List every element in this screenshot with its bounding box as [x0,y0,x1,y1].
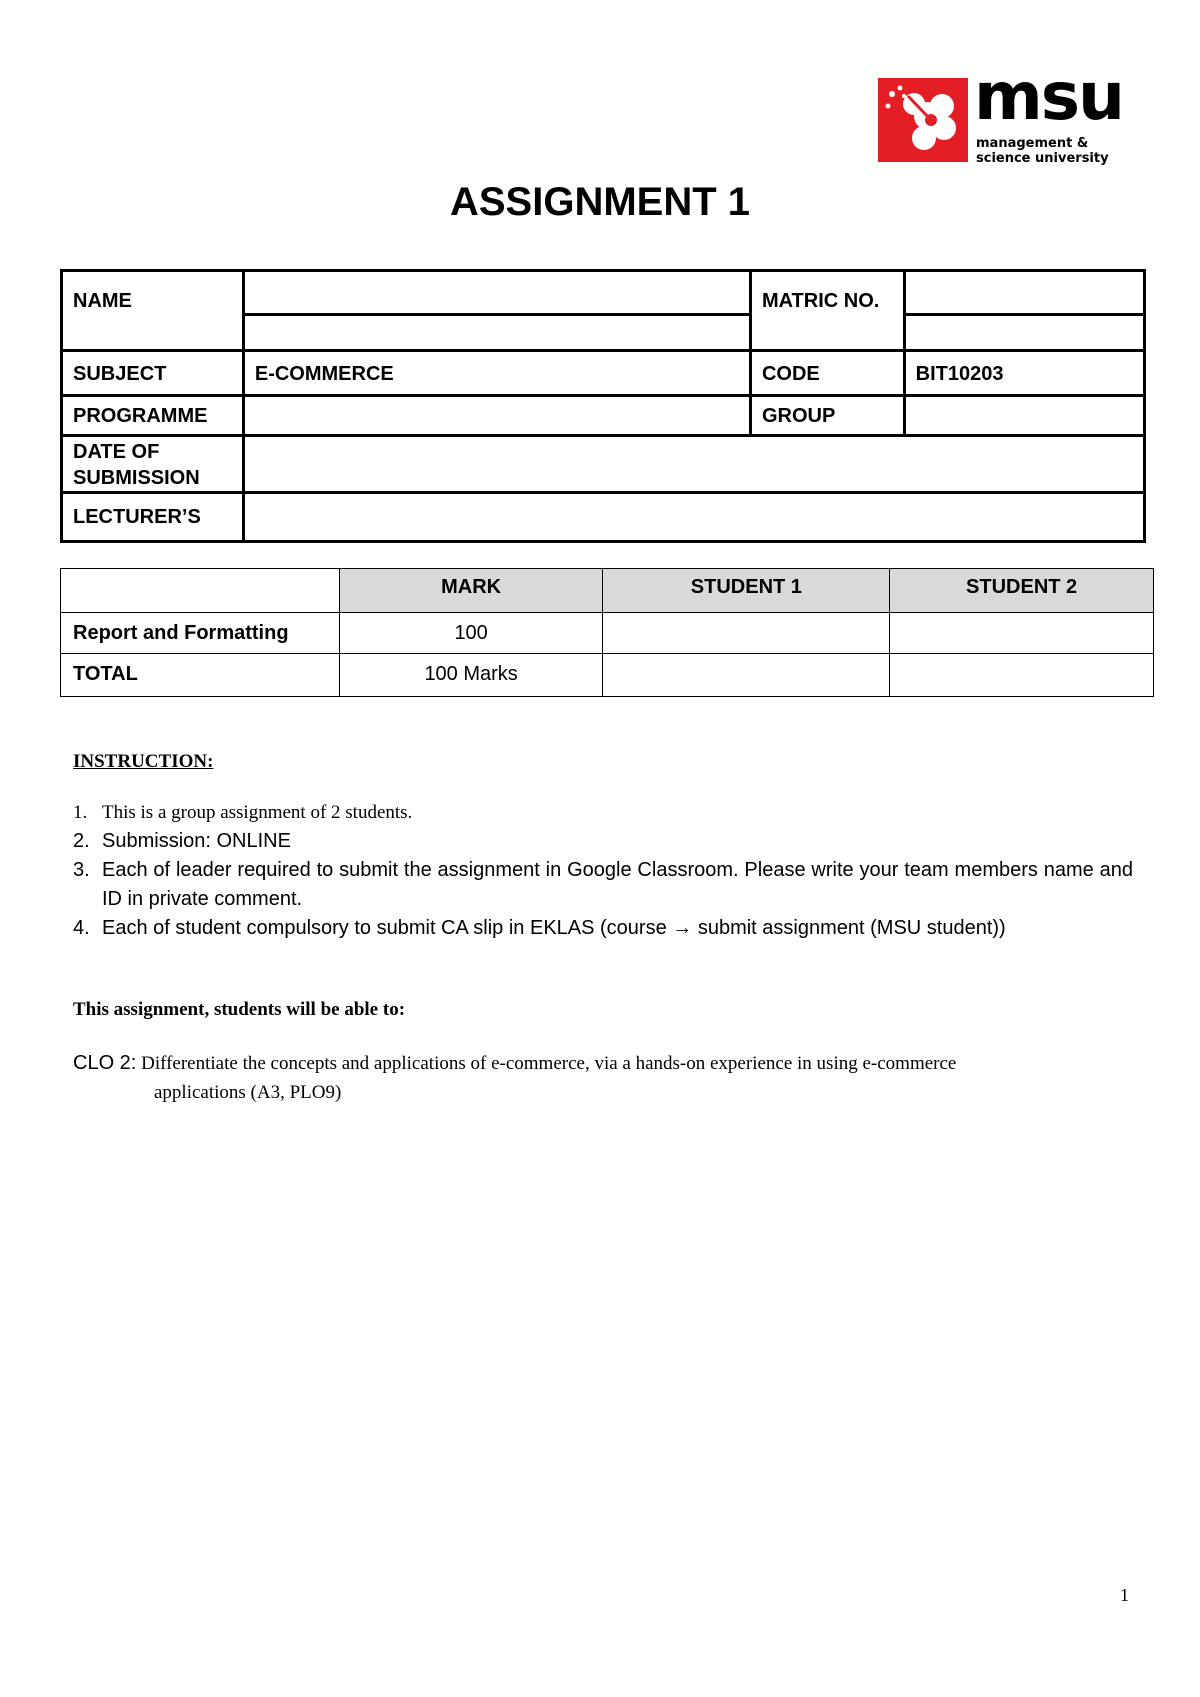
instruction-heading: INSTRUCTION: [73,751,214,772]
student-1-mark-field[interactable] [603,613,890,654]
programme-label: PROGRAMME [62,396,244,436]
row-mark: 100 Marks [339,654,603,697]
group-label: GROUP [750,396,904,436]
name-field-2[interactable] [243,315,750,351]
list-item [73,914,1133,943]
clo-statement [73,1049,1133,1107]
mark-header: MARK [339,569,603,613]
code-value: BIT10203 [904,351,1144,396]
table-row [61,613,1154,654]
matric-field-2[interactable] [904,315,1144,351]
clo-text: Differentiate the concepts and applications of e-commerce, via a hands-on experience in using e-commerce [141,1053,957,1074]
matric-label: MATRIC NO. [750,271,904,351]
date-of-submission-field[interactable] [243,436,1144,493]
list-text: Each of leader required to submit the assignment in Google Classroom. Please write your team members name and ID in private comment. [102,859,1133,910]
mark-table-corner [61,569,340,613]
matric-field-1[interactable] [904,271,1144,315]
logo-wordmark: msu [974,58,1124,135]
mark-table [60,568,1154,697]
clo-text-line-2: applications (A3, PLO9) [154,1082,342,1103]
row-label: TOTAL [61,654,340,697]
lecturer-label: LECTURER’S [62,493,244,542]
logo-tagline-line2: science university [976,151,1109,166]
logo-tagline [976,136,1109,166]
clo-label: CLO 2: [73,1052,137,1074]
clo-line-1 [73,1049,1133,1078]
student-1-header: STUDENT 1 [603,569,890,613]
list-text-after: submit assignment (MSU student)) [692,917,1006,939]
lecturer-field[interactable] [243,493,1144,542]
instruction-list [73,798,1133,943]
group-field[interactable] [904,396,1144,436]
subject-label: SUBJECT [62,351,244,396]
student-2-header: STUDENT 2 [890,569,1154,613]
hibiscus-logo-icon [878,78,968,162]
list-item [73,827,1133,856]
date-of-submission-label: DATE OF SUBMISSION [62,436,244,493]
list-number: 1. [73,802,88,823]
student-1-total-field[interactable] [603,654,890,697]
student-2-mark-field[interactable] [890,613,1154,654]
programme-field[interactable] [243,396,750,436]
list-text-before: Each of student compulsory to submit CA slip in EKLAS (course [102,917,673,939]
list-number: 3. [73,859,90,881]
row-mark: 100 [339,613,603,654]
page-number: 1 [1120,1585,1129,1605]
code-label: CODE [750,351,904,396]
list-number: 2. [73,830,90,852]
student-2-total-field[interactable] [890,654,1154,697]
row-label: Report and Formatting [61,613,340,654]
student-info-table [60,269,1146,543]
name-label: NAME [62,271,244,351]
arrow-right-icon: → [672,917,693,939]
list-text: Submission: ONLINE [102,830,291,852]
university-logo [878,58,1128,166]
list-text: This is a group assignment of 2 students. [102,802,413,823]
outcomes-heading: This assignment, students will be able to: [73,999,406,1020]
name-field-1[interactable] [243,271,750,315]
list-item [73,856,1133,914]
table-row [61,654,1154,697]
list-item [73,798,1133,827]
list-number: 4. [73,917,90,939]
page-title: ASSIGNMENT 1 [449,180,751,224]
subject-value: E-COMMERCE [243,351,750,396]
logo-tagline-line1: management & [976,136,1089,151]
